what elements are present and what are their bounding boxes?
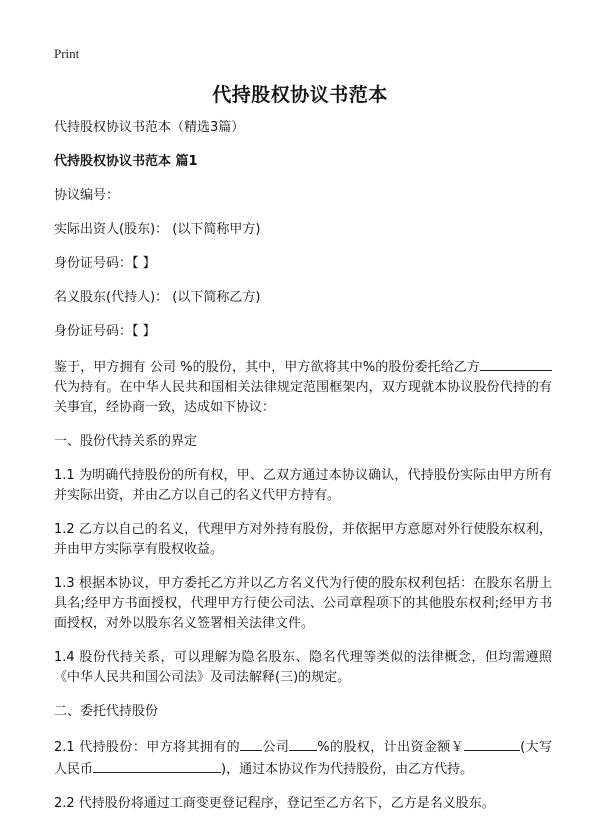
clause-2-1-text-a: 2.1 代持股份：甲方将其拥有的 [54,740,241,755]
section-heading: 代持股权协议书范本 篇1 [54,154,198,169]
preamble-text-b: 代为持有。在中华人民共和国相关法律规定范围框架内，双方现就本协议股份代持的有关事宜，经协商一致，达成如下协议： [54,380,552,415]
blank-line [480,356,552,371]
clause-2-2: 2.2 代持股份将通过工商变更登记程序，登记至乙方名下，乙方是名义股东。 [54,796,495,811]
clause-2-1-text-d: (大写人民币 [54,740,552,777]
document-subtitle: 代持股权协议书范本（精选3篇） [54,120,245,135]
nominee-line: 名义股东(代持人)： (以下简称乙方) [54,290,261,305]
blank-line [240,736,262,751]
clause-2-1-text-b: 公司 [262,740,290,755]
document-title: 代持股权协议书范本 [212,84,388,106]
investor-line: 实际出资人(股东)： (以下简称甲方) [54,222,261,237]
blank-line [464,736,520,751]
clause-1-4: 1.4 股份代持关系，可以理解为隐名股东、隐名代理等类似的法律概念，但均需遵照《中华人民共和国公司法》及司法解释(三)的规定。 [54,650,552,685]
clause-1-1: 1.1 为明确代持股份的所有权，甲、乙双方通过本协议确认，代持股份实际由甲方所有并实际出资，并由乙方以自己的名义代甲方持有。 [54,468,552,503]
clause-2-1 [54,736,552,780]
blank-line [93,758,221,773]
document-body [54,118,552,828]
investor-id-line: 身份证号码：【 】 [54,256,156,271]
clause-1-2: 1.2 乙方以自己的名义，代理甲方对外持有股份，并依据甲方意愿对外行使股东权利，并由甲方实际享有股权收益。 [54,522,552,557]
heading-part-1: 一、股份代持关系的界定 [54,434,198,449]
clause-2-1-text-e: )，通过本协议作为代持股份，由乙方代持。 [221,762,474,777]
heading-part-2: 二、委托代持股份 [54,704,159,719]
preamble-paragraph [54,356,552,418]
nominee-id-line: 身份证号码：【 】 [54,324,156,339]
clause-1-3: 1.3 根据本协议，甲方委托乙方并以乙方名义代为行使的股东权利包括：在股东名册上具名;经甲方书面授权，代理甲方行使公司法、公司章程项下的其他股东权利;经甲方书面授权，对外以股东名义签署相关法律文件。 [54,576,552,631]
preamble-text-a: 鉴于，甲方拥有 公司 %的股份，其中，甲方欲将其中%的股份委托给乙方 [54,360,480,375]
blank-line [289,736,317,751]
agreement-number: 协议编号： [54,188,120,203]
print-link[interactable]: Print [54,46,80,61]
clause-2-1-text-c: %的股权，计出资金额￥ [317,740,465,755]
